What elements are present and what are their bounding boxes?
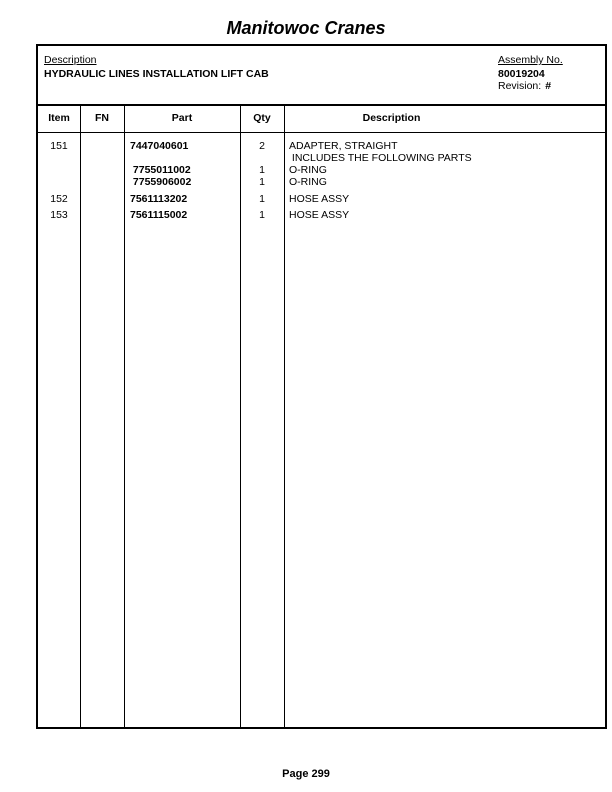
assembly-header	[38, 46, 605, 106]
table-row	[38, 164, 605, 176]
description-block	[44, 54, 269, 80]
item-cell: 153	[50, 209, 68, 221]
page-number: Page 299	[282, 768, 330, 780]
part-cell: 7755011002	[130, 164, 191, 176]
part-cell: 7447040601	[130, 140, 189, 152]
description-value: HYDRAULIC LINES INSTALLATION LIFT CAB	[44, 68, 269, 80]
table-row	[38, 152, 605, 164]
qty-cell: 1	[259, 209, 265, 221]
assembly-label: Assembly No.	[498, 54, 563, 66]
description-cell: HOSE ASSY	[289, 193, 350, 205]
revision-value: #	[545, 80, 552, 92]
item-cell: 151	[50, 140, 68, 152]
col-description: Description	[362, 112, 421, 124]
revision	[498, 80, 563, 92]
description-cell: O-RING	[289, 164, 327, 176]
qty-cell: 1	[259, 176, 265, 188]
description-cell: HOSE ASSY	[289, 209, 350, 221]
table-row	[38, 140, 605, 152]
brand-title: Manitowoc Cranes	[226, 18, 386, 38]
description-cell: O-RING	[289, 176, 327, 188]
revision-label: Revision:	[498, 80, 542, 92]
table-row	[38, 176, 605, 188]
col-fn: FN	[95, 112, 109, 124]
part-cell: 7755906002	[130, 176, 192, 188]
col-part: Part	[171, 112, 193, 124]
item-cell: 152	[50, 193, 68, 205]
qty-cell: 1	[259, 164, 265, 176]
part-cell: 7561113202	[130, 193, 188, 205]
col-qty: Qty	[253, 112, 271, 124]
part-cell: 7561115002	[130, 209, 188, 221]
qty-cell: 1	[259, 193, 265, 205]
description-cell: ADAPTER, STRAIGHT	[289, 140, 398, 152]
col-item: Item	[48, 112, 70, 124]
description-cell: INCLUDES THE FOLLOWING PARTS	[289, 152, 472, 164]
parts-table	[36, 44, 607, 729]
assembly-value: 80019204	[498, 68, 545, 80]
assembly-block	[498, 54, 563, 92]
description-label: Description	[44, 54, 97, 66]
table-row	[38, 193, 605, 205]
table-row	[38, 209, 605, 221]
qty-cell: 2	[259, 140, 265, 152]
